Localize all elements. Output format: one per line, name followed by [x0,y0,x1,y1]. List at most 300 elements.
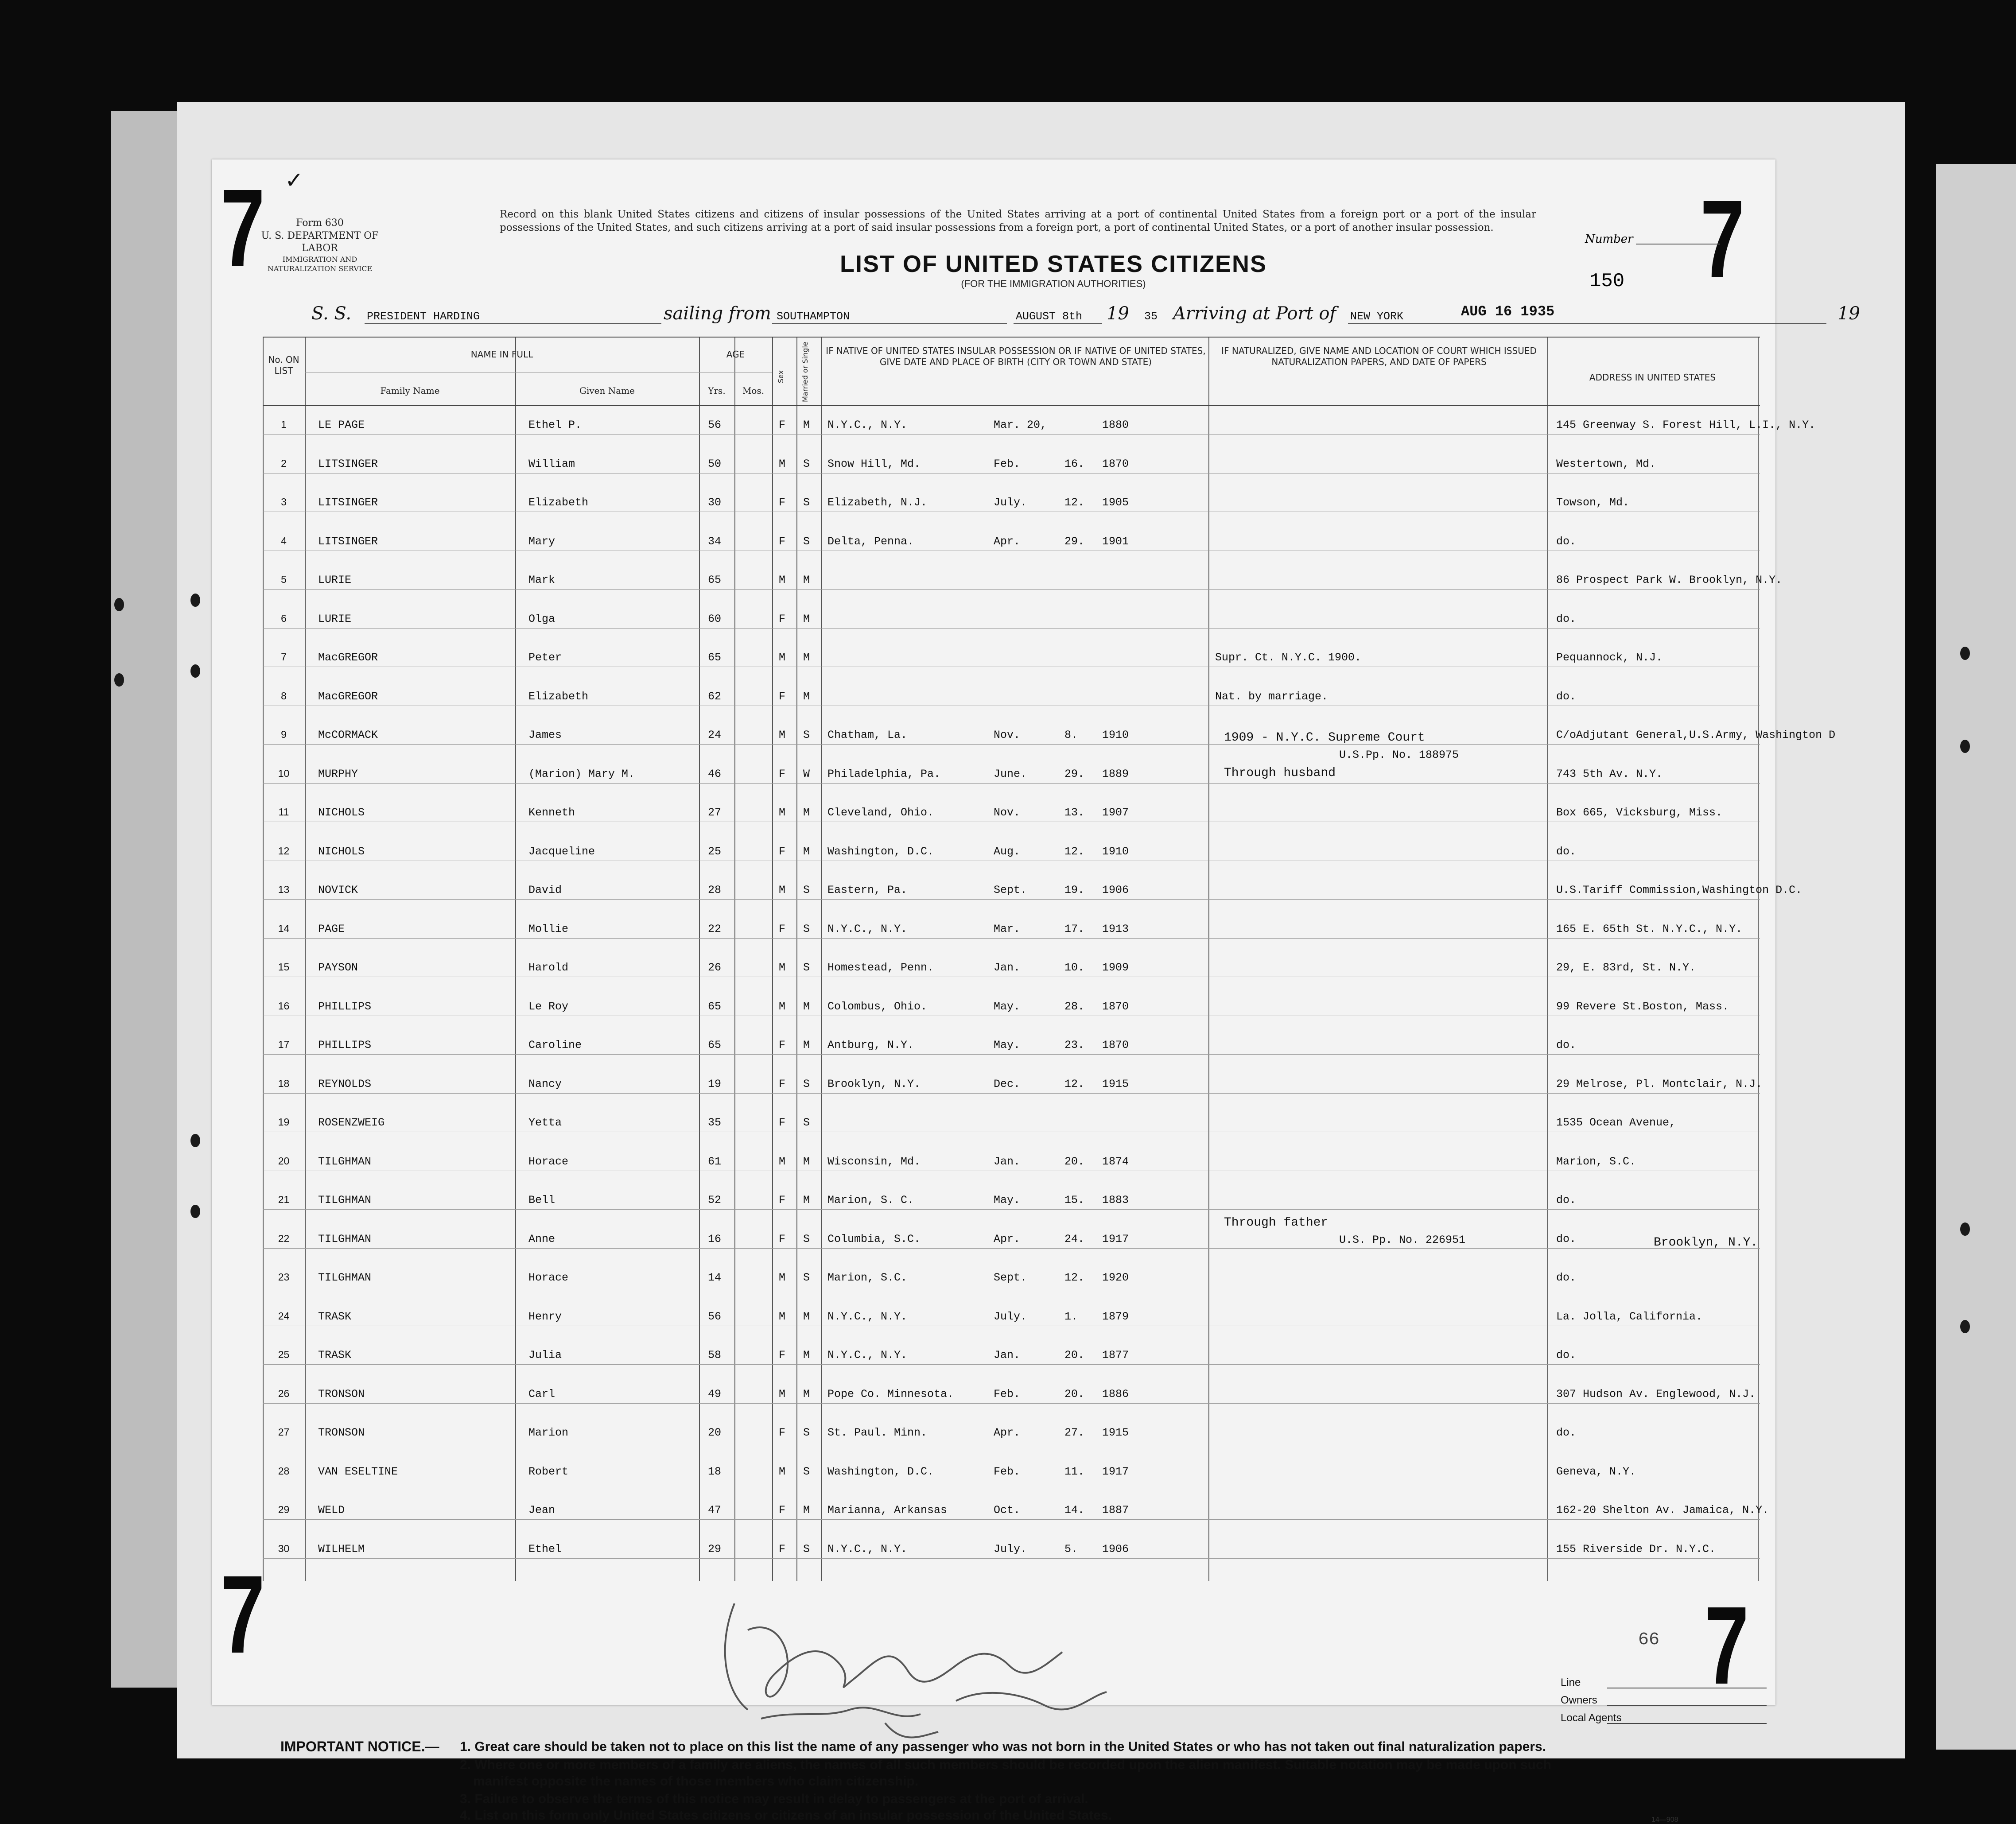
row-number: 20 [278,1155,290,1167]
address: do. [1556,1232,1577,1246]
lurie-papers-note: U.S.Pp. No. 188975 [1339,749,1459,761]
sex: F [779,1116,786,1129]
birth-place: Marion, S. C. [827,1194,914,1207]
passenger-row [263,1271,1760,1285]
birth-year: 1917 [1102,1465,1129,1478]
birth-day: 12. [1064,1271,1085,1284]
birth-month: Apr. [994,1426,1021,1439]
address: Box 665, Vicksburg, Miss. [1556,806,1723,819]
age-years: 27 [708,806,722,819]
row-rule [263,1519,1760,1520]
family-name: LITSINGER [318,496,378,509]
birth-year: 1889 [1102,767,1129,780]
ss-label: S. S. [311,303,352,324]
marital-status: M [803,574,810,586]
row-rule [263,1364,1760,1365]
age-years: 25 [708,845,722,858]
rosenzweig-papers-note: U.S. Pp. No. 226951 [1339,1234,1466,1246]
family-name: NOVICK [318,884,358,896]
row-rule [305,372,772,373]
row-number: 2 [281,457,287,469]
sheet-number-bottom-right: 7 [1705,1583,1749,1707]
sex: M [779,1000,786,1013]
row-rule [263,1403,1760,1404]
birth-month: Feb. [994,1387,1021,1401]
marital-status: S [803,1077,810,1091]
passenger-row [263,729,1836,742]
age-years: 49 [708,1387,722,1401]
binder-hole [190,594,200,607]
family-name: LURIE [318,574,352,586]
notice-item-2: 2. Where one or more members of a family are aliens, the names of all such members should be recorded upon the alien manifest. Suitable notation may be made upon such [460,1758,1551,1772]
birth-year: 1909 [1102,961,1129,974]
form-code: 14—908 [1651,1816,1678,1824]
birth-place: N.Y.C., N.Y. [827,419,908,431]
arrival-underline [1348,323,1826,324]
birth-day: 17. [1064,922,1085,935]
binder-hole [1960,647,1970,660]
birth-month: Oct. [994,1504,1021,1517]
given-name: Mark [528,574,555,586]
header-birth: IF NATIVE OF UNITED STATES INSULAR POSSESSION OR IF NATIVE OF UNITED STATES, GIVE DATE AND PLACE OF BIRTH (CITY OR TOWN AND STATE) [826,345,1206,367]
birth-day: 12. [1064,496,1085,509]
birth-year: 1905 [1102,496,1129,509]
birth-month: July. [994,1310,1027,1323]
birth-place: Eastern, Pa. [827,884,908,896]
marital-status: M [803,1387,810,1401]
marital-status: M [803,1155,810,1168]
birth-month: Aug. [994,845,1021,858]
passenger-row [263,690,1760,703]
age-years: 19 [708,1077,722,1091]
birth-year: 1917 [1102,1232,1129,1246]
marital-status: M [803,690,810,703]
address: 99 Revere St.Boston, Mass. [1556,1000,1729,1013]
age-years: 47 [708,1504,722,1517]
birth-year: 1879 [1102,1310,1129,1323]
row-number: 26 [278,1387,290,1399]
row-number: 6 [281,612,287,624]
birth-day: 23. [1064,1039,1085,1052]
birth-month: Nov. [994,729,1021,741]
birth-month: Sept. [994,1271,1027,1284]
birth-place: Colombus, Ohio. [827,1000,928,1013]
age-years: 61 [708,1155,722,1168]
given-name: Kenneth [528,806,575,819]
number-label: Number [1585,233,1633,246]
passenger-row [263,613,1760,626]
header-married-single: Married or Single [801,342,809,403]
departure-port: SOUTHAMPTON [777,310,850,323]
family-name: TILGHMAN [318,1194,372,1207]
given-name: Mollie [528,922,569,935]
row-rule [263,1093,1760,1094]
row-number: 7 [281,651,287,663]
family-name: PAGE [318,922,345,935]
row-number: 11 [278,806,289,818]
marital-status: S [803,961,810,974]
marital-status: M [803,1194,810,1207]
family-name: TRASK [318,1349,352,1362]
row-number: 9 [281,729,287,740]
birth-year: 1887 [1102,1504,1129,1517]
marital-status: S [803,1232,810,1246]
address: do. [1556,845,1577,858]
notice-item-3: 3. Failure to observe the terms of this notice may result in delay to passengers at the port of arrival. [460,1792,1088,1806]
binder-hole [1960,740,1970,753]
owners-underline [1607,1705,1767,1706]
birth-month: Nov. [994,806,1021,819]
address: 162-20 Shelton Av. Jamaica, N.Y. [1556,1504,1769,1517]
row-number: 15 [278,961,290,973]
passenger-row [263,1426,1760,1440]
age-years: 60 [708,612,722,625]
row-number: 19 [278,1116,290,1128]
header-given-name: Given Name [579,385,635,396]
birth-month: May. [994,1039,1021,1052]
age-years: 62 [708,690,722,703]
marital-status: S [803,1542,810,1556]
marital-status: M [803,1310,810,1323]
birth-year: 1870 [1102,1039,1129,1052]
birth-place: Homestead, Penn. [827,961,934,974]
address: do. [1556,690,1577,703]
address: 86 Prospect Park W. Brooklyn, N.Y. [1556,574,1783,586]
birth-place: N.Y.C., N.Y. [827,1349,908,1362]
birth-year: 1880 [1102,419,1129,431]
family-name: NICHOLS [318,845,365,858]
marital-status: M [803,1349,810,1362]
row-number: 5 [281,574,287,585]
address: Pequannock, N.J. [1556,651,1663,664]
sheet-number-bottom-left: 7 [221,1552,265,1676]
sheet-number-top-left: 7 [221,166,265,290]
birth-place: Pope Co. Minnesota. [827,1387,954,1401]
marital-status: M [803,1000,810,1013]
given-name: Elizabeth [528,690,589,703]
marital-status: M [803,651,810,664]
passenger-row [263,768,1760,781]
family-name: TILGHMAN [318,1155,372,1168]
birth-place: Columbia, S.C. [827,1232,921,1246]
age-years: 65 [708,1000,722,1013]
department: U. S. DEPARTMENT OF LABOR [261,230,379,254]
birth-year: 1870 [1102,457,1129,470]
age-years: 35 [708,1116,722,1129]
family-name: TILGHMAN [318,1232,372,1246]
row-number: 17 [278,1039,290,1050]
binder-hole [190,1205,200,1218]
row-number: 18 [278,1077,290,1089]
marital-status: M [803,612,810,625]
passenger-row [263,1310,1760,1323]
marital-status: S [803,1116,810,1129]
marital-status: S [803,457,810,470]
address: Geneva, N.Y. [1556,1465,1636,1478]
age-years: 52 [708,1194,722,1207]
sex: M [779,884,786,896]
birth-month: Mar. 20, [994,419,1047,431]
row-number: 10 [278,767,290,779]
passenger-row [263,1504,1769,1517]
age-years: 18 [708,1465,722,1478]
row-rule [263,783,1760,784]
marital-status: S [803,496,810,509]
birth-year: 1907 [1102,806,1129,819]
notice-item-1: 1. Great care should be taken not to place on this list the name of any passenger who was not born in the United States or who has not taken out final naturalization papers. [460,1739,1546,1754]
page-number: 66 [1638,1630,1660,1650]
given-name: Jacqueline [528,845,595,858]
header-name-in-full: NAME IN FULL [470,349,533,360]
birth-year: 1915 [1102,1077,1129,1091]
age-years: 20 [708,1426,722,1439]
given-name: Robert [528,1465,569,1478]
passenger-row [263,419,1816,432]
birth-day: 5. [1064,1542,1078,1556]
address: 29 Melrose, Pl. Montclair, N.J. [1556,1077,1763,1091]
binder-hole [114,598,124,611]
row-rule [263,628,1760,629]
birth-place: Washington, D.C. [827,1465,934,1478]
birth-day: 15. [1064,1194,1085,1207]
form-issuer [249,217,391,273]
given-name: David [528,884,562,896]
row-number: 28 [278,1465,290,1477]
sex: M [779,1155,786,1168]
passenger-row [263,496,1760,509]
passenger-row [263,1155,1760,1168]
birth-month: Jan. [994,961,1021,974]
birth-place: Brooklyn, N.Y. [827,1077,921,1091]
birth-place: N.Y.C., N.Y. [827,1310,908,1323]
sailing-from-label: sailing from [664,303,771,324]
address: do. [1556,1349,1577,1362]
sex: M [779,806,786,819]
birth-day: 24. [1064,1232,1085,1246]
birth-day: 28. [1064,1000,1085,1013]
passenger-row [263,1116,1760,1129]
address: do. [1556,1271,1577,1284]
given-name: Anne [528,1232,555,1246]
row-rule [263,434,1760,435]
birth-place: N.Y.C., N.Y. [827,1542,908,1556]
local-agents-label: Local Agents [1561,1712,1622,1724]
address: U.S.Tariff Commission,Washington D.C. [1556,884,1802,896]
birth-place: Marianna, Arkansas [827,1504,948,1517]
age-years: 56 [708,419,722,431]
birth-year: 1877 [1102,1349,1129,1362]
row-number: 16 [278,1000,290,1012]
given-name: Mary [528,535,555,548]
port-underline [772,323,1007,324]
sex: F [779,922,786,935]
given-name: Julia [528,1349,562,1362]
family-name: LITSINGER [318,535,378,548]
given-name: Henry [528,1310,562,1323]
address: do. [1556,535,1577,548]
marital-status: M [803,419,810,431]
age-years: 28 [708,884,722,896]
passenger-row [263,1000,1760,1013]
given-name: Carl [528,1387,555,1401]
passenger-row [263,884,1802,897]
header-naturalized: IF NATURALIZED, GIVE NAME AND LOCATION OF COURT WHICH ISSUED NATURALIZATION PAPERS, AND DATE OF PAPERS [1221,345,1537,367]
given-name: Horace [528,1271,569,1284]
row-number: 29 [278,1504,290,1515]
age-years: 24 [708,729,722,741]
age-years: 26 [708,961,722,974]
birth-day: 13. [1064,806,1085,819]
age-years: 58 [708,1349,722,1362]
birth-day: 10. [1064,961,1085,974]
birth-day: 29. [1064,767,1085,780]
marital-status: S [803,1271,810,1284]
family-name: TRONSON [318,1426,365,1439]
marital-status: M [803,1039,810,1052]
marital-status: S [803,535,810,548]
sex: F [779,1039,786,1052]
birth-year: 1910 [1102,729,1129,741]
sex: F [779,767,786,780]
departure-date: AUGUST 8th [1016,310,1083,323]
given-name: Harold [528,961,569,974]
binder-hole [190,1134,200,1147]
row-rule [263,1248,1760,1249]
page-subtitle: (FOR THE IMMIGRATION AUTHORITIES) [961,278,1146,289]
row-number: 23 [278,1271,290,1283]
birth-month: June. [994,767,1027,780]
given-name: Elizabeth [528,496,589,509]
marital-status: M [803,845,810,858]
row-rule [263,1054,1760,1055]
marital-status: S [803,1426,810,1439]
row-number: 14 [278,922,290,934]
sex: F [779,1542,786,1556]
row-number: 24 [278,1310,290,1322]
passenger-row [263,1543,1760,1556]
marital-status: S [803,1465,810,1478]
given-name: Marion [528,1426,569,1439]
passenger-table [263,337,1836,1581]
family-name: TRASK [318,1310,352,1323]
sex: F [779,535,786,548]
passenger-row [263,923,1760,936]
address: Towson, Md. [1556,496,1630,509]
sex: F [779,612,786,625]
family-name: NICHOLS [318,806,365,819]
arrival-year-prefix: 19 [1837,303,1860,324]
birth-day: 1. [1064,1310,1078,1323]
age-years: 50 [708,457,722,470]
address: Marion, S.C. [1556,1155,1636,1168]
family-name: VAN ESELTINE [318,1465,398,1478]
passenger-row [263,1349,1760,1362]
passenger-row [263,1465,1760,1479]
birth-year: 1870 [1102,1000,1129,1013]
birth-month: Jan. [994,1349,1021,1362]
birth-month: Apr. [994,535,1021,548]
age-years: 65 [708,651,722,664]
address: do. [1556,1426,1577,1439]
age-years: 16 [708,1232,722,1246]
passenger-row [263,1077,1763,1091]
age-years: 56 [708,1310,722,1323]
service: IMMIGRATION AND NATURALIZATION SERVICE [267,255,373,273]
row-number: 4 [281,535,287,547]
given-name: Jean [528,1504,555,1517]
address: 743 5th Av. N.Y. [1556,767,1663,780]
record-instructions: Record on this blank United States citizens and citizens of insular possessions of the United States arriving at a port of continental United States from a foreign port or a port of the insular possessions of the United States, and such citizens arriving at a port of said insular possessions from a foreign port, a port of continental United States, or a port of another insular possession. [500,209,1536,233]
marital-status: S [803,884,810,896]
sex: M [779,651,786,664]
birth-day: 29. [1064,535,1085,548]
family-name: MURPHY [318,767,358,780]
family-name: LE PAGE [318,419,365,431]
binder-hole [190,664,200,678]
row-number: 12 [278,845,290,857]
sex: F [779,1232,786,1246]
given-name: James [528,729,562,741]
date-underline [1014,323,1102,324]
list-number: 150 [1589,270,1625,292]
birth-month: May. [994,1194,1021,1207]
address: 165 E. 65th St. N.Y.C., N.Y. [1556,922,1743,935]
birth-day: 27. [1064,1426,1085,1439]
sex: M [779,574,786,586]
ship-name: PRESIDENT HARDING [367,310,480,323]
address: 145 Greenway S. Forest Hill, L.I., N.Y. [1556,419,1816,431]
birth-day: 14. [1064,1504,1085,1517]
passenger-row [263,651,1760,664]
binder-hole [114,673,124,687]
address: do. [1556,1039,1577,1052]
departure-year: 35 [1144,310,1158,323]
important-notice-heading: IMPORTANT NOTICE.— [280,1739,439,1754]
passenger-row [263,1388,1760,1401]
birth-day: 20. [1064,1155,1085,1168]
lurie-wife-note: Through husband [1224,766,1336,780]
birth-place: Philadelphia, Pa. [827,767,941,780]
passenger-row [263,961,1760,974]
inspector-signature [708,1577,1372,1754]
birth-year: 1874 [1102,1155,1129,1168]
birth-day: 12. [1064,1077,1085,1091]
family-name: MacGREGOR [318,651,378,664]
birth-place: Cleveland, Ohio. [827,806,934,819]
sex: M [779,1387,786,1401]
birth-year: 1906 [1102,1542,1129,1556]
check-mark: ✓ [285,167,303,193]
family-name: LURIE [318,612,352,625]
agents-underline [1607,1723,1767,1724]
given-name: William [528,457,575,470]
birth-day: 8. [1064,729,1078,741]
birth-place: Washington, D.C. [827,845,934,858]
sex: M [779,961,786,974]
given-name: Ethel [528,1542,562,1556]
manifest-sheet [212,159,1860,1824]
birth-month: Dec. [994,1077,1021,1091]
family-name: MacGREGOR [318,690,378,703]
passenger-row [263,845,1760,858]
sex: F [779,845,786,858]
page-title: LIST OF UNITED STATES CITIZENS [840,251,1267,277]
given-name: (Marion) Mary M. [528,767,635,780]
row-number: 21 [278,1194,290,1205]
address: 1535 Ocean Avenue, [1556,1116,1676,1129]
given-name: Caroline [528,1039,582,1052]
arriving-label: Arriving at Port of [1173,303,1336,324]
